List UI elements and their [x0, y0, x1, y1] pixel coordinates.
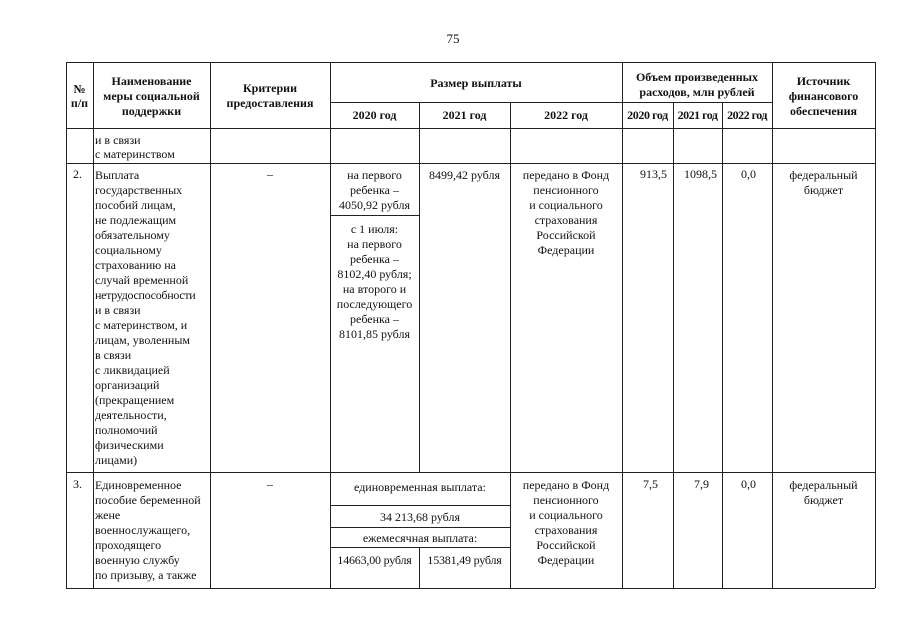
header-pay-2021: 2021 год — [442, 108, 487, 122]
header-pay-2022: 2022 год — [544, 108, 588, 122]
row2-criteria: – — [267, 167, 273, 181]
row3-monthly-label: ежемесячная выплата: — [362, 531, 478, 545]
row3-criteria: – — [267, 477, 273, 491]
header-vol-2020: 2020 год — [627, 108, 668, 122]
page-number: 75 — [446, 31, 460, 46]
row3-monthly-2020: 14663,00 рубля — [337, 553, 412, 567]
header-vol-2021: 2021 год — [677, 108, 718, 122]
row3-num: 3. — [73, 477, 82, 491]
row3-lump-value: 34 213,68 рубля — [380, 510, 460, 524]
row2-num: 2. — [73, 167, 82, 181]
row3-vol-2022: 0,0 — [741, 477, 756, 491]
row3-vol-2020: 7,5 — [643, 477, 658, 491]
row3-monthly-2021: 15381,49 рубля — [427, 553, 502, 567]
row3-lump-label: единовременная выплата: — [354, 480, 486, 494]
row2-pay-2021: 8499,42 рубля — [429, 168, 500, 182]
header-pay-2020: 2020 год — [352, 108, 397, 122]
row3-vol-2021: 7,9 — [694, 477, 709, 491]
row2-vol-2021: 1098,5 — [684, 167, 717, 181]
row2-vol-2022: 0,0 — [741, 167, 756, 181]
header-vol-2022: 2022 год — [727, 108, 767, 122]
header-payment: Размер выплаты — [430, 76, 522, 90]
row2-vol-2020: 913,5 — [640, 167, 667, 181]
